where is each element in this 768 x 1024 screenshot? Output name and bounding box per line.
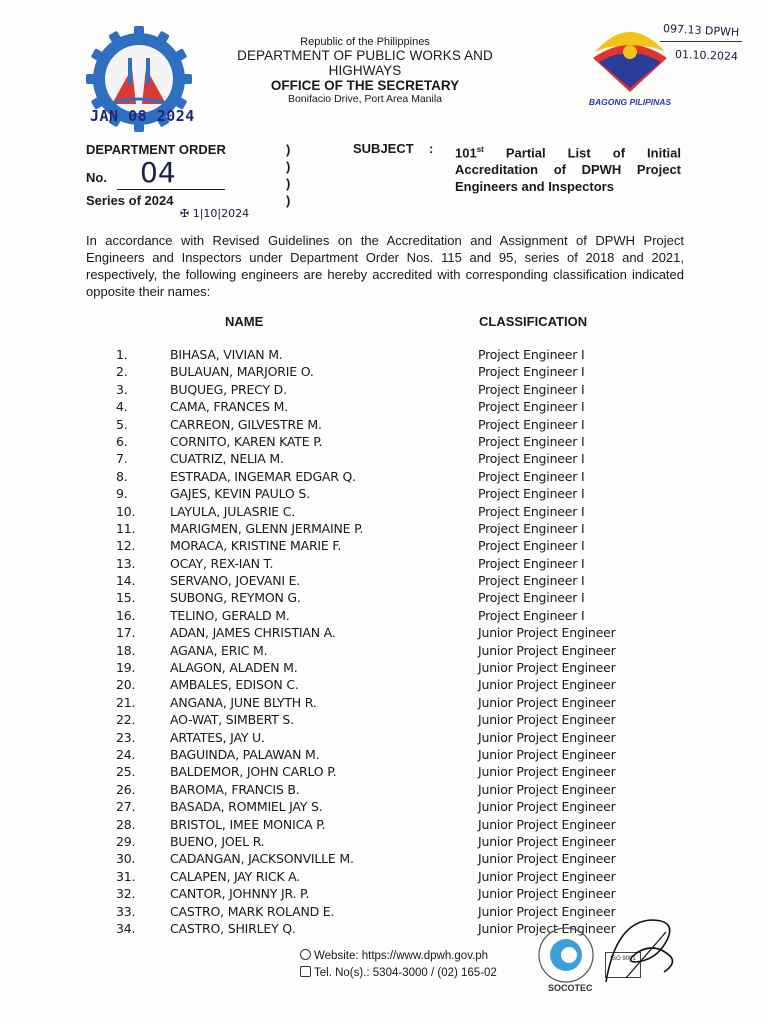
list-item xyxy=(110,520,650,537)
list-item xyxy=(110,850,650,867)
entry-name: OCAY, REX-IAN T. xyxy=(170,555,274,571)
entry-number: 20. xyxy=(116,677,136,693)
address-line: Bonifacio Drive, Port Area Manila xyxy=(287,93,443,105)
entry-name: GAJES, KEVIN PAULO S. xyxy=(170,486,310,502)
list-item xyxy=(110,729,650,746)
entry-classification: Junior Project Engineer xyxy=(478,886,616,902)
entry-number: 12. xyxy=(116,538,136,554)
footer-tel-row xyxy=(300,965,497,982)
received-stamp: JAN 08 2024 xyxy=(90,107,195,125)
phone-icon xyxy=(300,966,311,977)
entry-number: 25. xyxy=(116,764,136,780)
entry-number: 27. xyxy=(116,799,136,815)
handwritten-underline xyxy=(660,41,742,42)
entry-name: CORNITO, KAREN KATE P. xyxy=(170,433,323,449)
letterhead xyxy=(200,36,530,105)
entry-classification: Junior Project Engineer xyxy=(478,660,616,676)
list-item xyxy=(110,798,650,815)
entry-number: 33. xyxy=(116,903,136,919)
order-handwritten-date: ✠ 1|10|2024 xyxy=(180,207,250,220)
entry-classification: Project Engineer I xyxy=(478,364,585,380)
subject-colon: : xyxy=(429,141,434,156)
entry-name: MORACA, KRISTINE MARIE F. xyxy=(170,538,342,554)
subject-label: SUBJECT xyxy=(353,141,414,156)
footer-website-row xyxy=(300,948,497,965)
entry-name: BUQUEG, PRECY D. xyxy=(170,381,287,397)
entry-name: CUATRIZ, NELIA M. xyxy=(170,451,284,467)
list-item xyxy=(110,711,650,728)
list-item xyxy=(110,607,650,624)
entry-number: 28. xyxy=(116,816,136,832)
entry-classification: Junior Project Engineer xyxy=(478,677,616,693)
order-handwritten-date-text: 1|10|2024 xyxy=(192,207,250,220)
entry-classification: Junior Project Engineer xyxy=(478,868,616,884)
accreditation-list xyxy=(110,346,650,937)
entry-number: 16. xyxy=(116,607,136,623)
entry-name: ADAN, JAMES CHRISTIAN A. xyxy=(170,625,336,641)
entry-name: TELINO, GERALD M. xyxy=(170,607,290,623)
entry-number: 10. xyxy=(116,503,136,519)
entry-name: ANGANA, JUNE BLYTH R. xyxy=(170,694,317,710)
entry-classification: Project Engineer I xyxy=(478,451,585,467)
entry-number: 6. xyxy=(116,433,128,449)
department-line: DEPARTMENT OF PUBLIC WORKS AND HIGHWAYS xyxy=(237,48,493,78)
entry-number: 7. xyxy=(116,451,128,467)
entry-name: LAYULA, JULASRIE C. xyxy=(170,503,296,519)
subject-ordinal-suffix: st xyxy=(476,145,484,154)
entry-classification: Junior Project Engineer xyxy=(478,903,616,919)
entry-name: BASADA, ROMMIEL JAY S. xyxy=(170,799,323,815)
entry-classification: Junior Project Engineer xyxy=(478,781,616,797)
entry-name: AO-WAT, SIMBERT S. xyxy=(170,712,294,728)
list-item xyxy=(110,398,650,415)
entry-number: 13. xyxy=(116,555,136,571)
entry-name: CARREON, GILVESTRE M. xyxy=(170,416,322,432)
list-item xyxy=(110,363,650,380)
iso-badge: ISO 9001 xyxy=(605,952,641,978)
list-item xyxy=(110,468,650,485)
entry-number: 4. xyxy=(116,399,128,415)
list-item xyxy=(110,903,650,920)
entry-number: 29. xyxy=(116,833,136,849)
entry-classification: Junior Project Engineer xyxy=(478,764,616,780)
entry-classification: Junior Project Engineer xyxy=(478,625,616,641)
entry-classification: Project Engineer I xyxy=(478,433,585,449)
entry-name: BAGUINDA, PALAWAN M. xyxy=(170,746,320,762)
entry-name: CADANGAN, JACKSONVILLE M. xyxy=(170,851,354,867)
list-item xyxy=(110,676,650,693)
entry-classification: Project Engineer I xyxy=(478,381,585,397)
list-item xyxy=(110,346,650,363)
entry-classification: Junior Project Engineer xyxy=(478,712,616,728)
list-item xyxy=(110,833,650,850)
bagong-pilipinas-logo-icon xyxy=(585,22,675,94)
bracket-column: ) ) ) ) xyxy=(286,142,291,208)
list-item xyxy=(110,624,650,641)
list-item xyxy=(110,433,650,450)
list-item xyxy=(110,537,650,554)
entry-name: MARIGMEN, GLENN JERMAINE P. xyxy=(170,520,364,536)
entry-number: 23. xyxy=(116,729,136,745)
entry-number: 32. xyxy=(116,886,136,902)
entry-classification: Junior Project Engineer xyxy=(478,851,616,867)
entry-number: 11. xyxy=(116,520,136,536)
department-order-label: DEPARTMENT ORDER xyxy=(86,142,226,157)
entry-name: ARTATES, JAY U. xyxy=(170,729,265,745)
intro-paragraph: In accordance with Revised Guidelines on the Accreditation and Assignment of DPWH Project Engineers and Inspectors under Department Order Nos. 115 and 95, series of 2018 and 2021, respectively, the following engineers are hereby accredited with corresponding classification indicated opposite their names: xyxy=(86,233,684,299)
list-item xyxy=(110,381,650,398)
entry-number: 2. xyxy=(116,364,128,380)
entry-name: BUENO, JOEL R. xyxy=(170,833,265,849)
entry-number: 15. xyxy=(116,590,136,606)
entry-name: ESTRADA, INGEMAR EDGAR Q. xyxy=(170,468,356,484)
handwritten-reference: 097.13 DPWH xyxy=(662,22,740,39)
entry-classification: Project Engineer I xyxy=(478,607,585,623)
list-item xyxy=(110,763,650,780)
entry-classification: Project Engineer I xyxy=(478,486,585,502)
entry-number: 8. xyxy=(116,468,128,484)
entry-name: CASTRO, SHIRLEY Q. xyxy=(170,920,296,936)
entry-classification: Project Engineer I xyxy=(478,468,585,484)
list-item xyxy=(110,572,650,589)
entry-name: BALDEMOR, JOHN CARLO P. xyxy=(170,764,337,780)
column-header-classification: CLASSIFICATION xyxy=(479,314,588,329)
office-line: OFFICE OF THE SECRETARY xyxy=(270,78,460,93)
entry-classification: Junior Project Engineer xyxy=(478,729,616,745)
entry-name: BIHASA, VIVIAN M. xyxy=(170,347,283,362)
entry-classification: Project Engineer I xyxy=(478,538,585,554)
order-series: Series of 2024 xyxy=(86,193,174,208)
list-item xyxy=(110,642,650,659)
footer-website: Website: https://www.dpwh.gov.ph xyxy=(314,950,489,962)
entry-number: 31. xyxy=(116,868,136,884)
entry-number: 1. xyxy=(116,347,128,362)
entry-name: CASTRO, MARK ROLAND E. xyxy=(170,903,335,919)
entry-name: ALAGON, ALADEN M. xyxy=(170,660,298,676)
entry-name: SERVANO, JOEVANI E. xyxy=(170,573,301,589)
entry-classification: Project Engineer I xyxy=(478,590,585,606)
entry-number: 30. xyxy=(116,851,136,867)
socotec-logo-icon xyxy=(536,925,596,985)
entry-number: 9. xyxy=(116,486,128,502)
list-item xyxy=(110,885,650,902)
list-item xyxy=(110,555,650,572)
entry-name: AMBALES, EDISON C. xyxy=(170,677,299,693)
entry-number: 5. xyxy=(116,416,128,432)
entry-number: 34. xyxy=(116,920,136,936)
list-item xyxy=(110,746,650,763)
entry-classification: Project Engineer I xyxy=(478,399,585,415)
entry-number: 26. xyxy=(116,781,136,797)
entry-number: 21. xyxy=(116,694,136,710)
footer-contact xyxy=(300,948,497,982)
entry-number: 19. xyxy=(116,660,136,676)
entry-number: 14. xyxy=(116,573,136,589)
order-number-underline xyxy=(117,189,225,190)
list-item xyxy=(110,694,650,711)
entry-classification: Junior Project Engineer xyxy=(478,816,616,832)
entry-classification: Junior Project Engineer xyxy=(478,833,616,849)
entry-number: 18. xyxy=(116,642,136,658)
entry-classification: Project Engineer I xyxy=(478,520,585,536)
entry-classification: Junior Project Engineer xyxy=(478,642,616,658)
list-item xyxy=(110,589,650,606)
republic-line: Republic of the Philippines xyxy=(300,36,430,48)
entry-classification: Project Engineer I xyxy=(478,416,585,432)
subject-ordinal: 101 xyxy=(455,145,477,161)
entry-classification: Junior Project Engineer xyxy=(478,694,616,710)
entry-number: 3. xyxy=(116,381,128,397)
list-item xyxy=(110,416,650,433)
entry-number: 17. xyxy=(116,625,136,641)
list-item xyxy=(110,868,650,885)
globe-icon xyxy=(300,949,311,960)
list-item xyxy=(110,503,650,520)
entry-name: BRISTOL, IMEE MONICA P. xyxy=(170,816,326,832)
entry-name: CALAPEN, JAY RICK A. xyxy=(170,868,301,884)
list-item xyxy=(110,450,650,467)
subject-text xyxy=(455,141,681,195)
entry-number: 24. xyxy=(116,746,136,762)
list-item xyxy=(110,485,650,502)
list-item xyxy=(110,781,650,798)
entry-name: CAMA, FRANCES M. xyxy=(170,399,288,415)
handwritten-received-date: 01.10.2024 xyxy=(674,47,739,64)
entry-classification: Junior Project Engineer xyxy=(478,746,616,762)
footer-tel: Tel. No(s).: 5304-3000 / (02) 165-02 xyxy=(314,967,497,979)
order-number: 04 xyxy=(140,156,176,189)
column-header-name: NAME xyxy=(225,314,264,329)
order-no-label: No. xyxy=(86,170,107,185)
bagong-pilipinas-label: BAGONG PILIPINAS xyxy=(588,97,672,107)
entry-name: SUBONG, REYMON G. xyxy=(170,590,301,606)
entry-classification: Project Engineer I xyxy=(478,347,585,362)
entry-name: BAROMA, FRANCIS B. xyxy=(170,781,300,797)
socotec-label: SOCOTEC xyxy=(548,983,593,993)
entry-classification: Project Engineer I xyxy=(478,503,585,519)
entry-name: BULAUAN, MARJORIE O. xyxy=(170,364,314,380)
subject-body: Partial List of Initial Accreditation of DPWH Project Engineers and Inspectors xyxy=(455,145,681,195)
entry-number: 22. xyxy=(116,712,136,728)
entry-name: AGANA, ERIC M. xyxy=(170,642,268,658)
list-item xyxy=(110,659,650,676)
entry-classification: Junior Project Engineer xyxy=(478,799,616,815)
entry-classification: Project Engineer I xyxy=(478,573,585,589)
list-item xyxy=(110,816,650,833)
entry-classification: Junior Project Engineer xyxy=(478,920,616,936)
entry-classification: Project Engineer I xyxy=(478,555,585,571)
signature-icon xyxy=(596,912,686,992)
entry-name: CANTOR, JOHNNY JR. P. xyxy=(170,886,310,902)
